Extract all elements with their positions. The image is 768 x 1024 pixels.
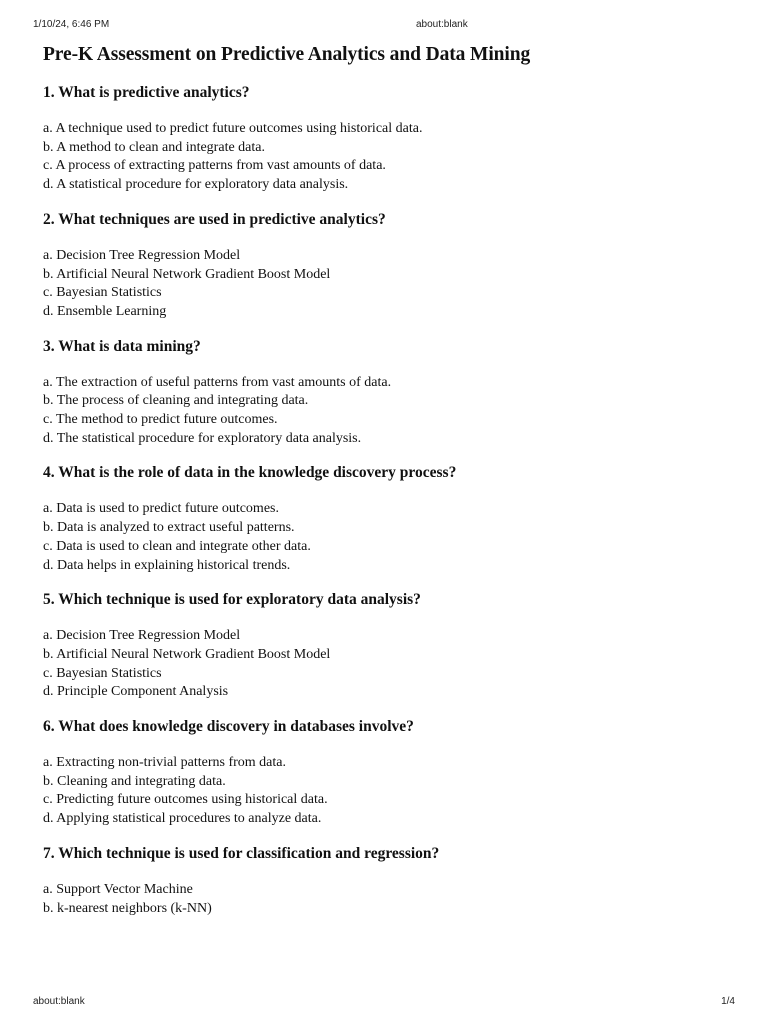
option-a: a. Data is used to predict future outcomes. xyxy=(43,501,279,517)
question-2 xyxy=(43,209,743,322)
option-b: b. k-nearest neighbors (k-NN) xyxy=(43,900,212,916)
question-text: 7. Which technique is used for classification and regression? xyxy=(43,844,440,862)
question-text: 2. What techniques are used in predictive analytics? xyxy=(43,210,386,228)
option-b: b. Artificial Neural Network Gradient Boost Model xyxy=(43,646,331,662)
question-text: 1. What is predictive analytics? xyxy=(43,84,250,101)
option-a: a. Extracting non-trivial patterns from data. xyxy=(43,755,286,771)
option-d: d. The statistical procedure for exploratory data analysis. xyxy=(43,430,362,446)
option-a: a. Decision Tree Regression Model xyxy=(43,247,241,263)
option-c: c. Data is used to clean and integrate other data. xyxy=(43,538,311,554)
option-c: c. A process of extracting patterns from vast amounts of data. xyxy=(43,158,386,174)
option-c: c. The method to predict future outcomes. xyxy=(43,412,278,428)
question-text: 6. What does knowledge discovery in databases involve? xyxy=(43,718,414,736)
options-list xyxy=(43,120,743,195)
option-b: b. Artificial Neural Network Gradient Boost Model xyxy=(43,266,331,282)
document xyxy=(43,42,743,918)
options-list xyxy=(43,247,743,322)
option-c: c. Predicting future outcomes using historical data. xyxy=(43,792,328,808)
print-page-number: 1/4 xyxy=(721,996,735,1007)
print-page-title: about:blank xyxy=(416,19,468,30)
question-5 xyxy=(43,589,743,702)
question-3 xyxy=(43,336,743,449)
print-datetime: 1/10/24, 6:46 PM xyxy=(33,19,110,30)
question-text: 4. What is the role of data in the knowledge discovery process? xyxy=(43,464,457,482)
option-b: b. Cleaning and integrating data. xyxy=(43,773,226,789)
option-b: b. A method to clean and integrate data. xyxy=(43,139,265,155)
option-a: a. Decision Tree Regression Model xyxy=(43,628,241,644)
document-title: Pre-K Assessment on Predictive Analytics and Data Mining xyxy=(43,44,531,65)
question-6 xyxy=(43,716,743,829)
option-d: d. A statistical procedure for exploratory data analysis. xyxy=(43,177,349,193)
option-a: a. Support Vector Machine xyxy=(43,881,193,897)
print-url: about:blank xyxy=(33,996,85,1007)
question-text: 5. Which technique is used for exploratory data analysis? xyxy=(43,591,421,609)
question-4 xyxy=(43,462,743,575)
options-list xyxy=(43,627,743,702)
print-footer xyxy=(0,996,768,1010)
option-b: b. Data is analyzed to extract useful patterns. xyxy=(43,520,295,536)
print-header xyxy=(0,19,768,33)
option-d: d. Principle Component Analysis xyxy=(43,684,229,700)
option-a: a. A technique used to predict future outcomes using historical data. xyxy=(43,121,423,136)
options-list xyxy=(43,754,743,829)
options-list xyxy=(43,374,743,449)
question-1 xyxy=(43,82,743,195)
question-7 xyxy=(43,843,743,918)
question-text: 3. What is data mining? xyxy=(43,337,201,355)
options-list xyxy=(43,881,743,918)
option-d: d. Applying statistical procedures to analyze data. xyxy=(43,811,322,827)
option-d: d. Ensemble Learning xyxy=(43,303,167,319)
option-d: d. Data helps in explaining historical trends. xyxy=(43,557,291,573)
option-b: b. The process of cleaning and integrating data. xyxy=(43,393,309,409)
option-a: a. The extraction of useful patterns from vast amounts of data. xyxy=(43,374,392,390)
option-c: c. Bayesian Statistics xyxy=(43,665,162,681)
option-c: c. Bayesian Statistics xyxy=(43,285,162,301)
options-list xyxy=(43,500,743,575)
